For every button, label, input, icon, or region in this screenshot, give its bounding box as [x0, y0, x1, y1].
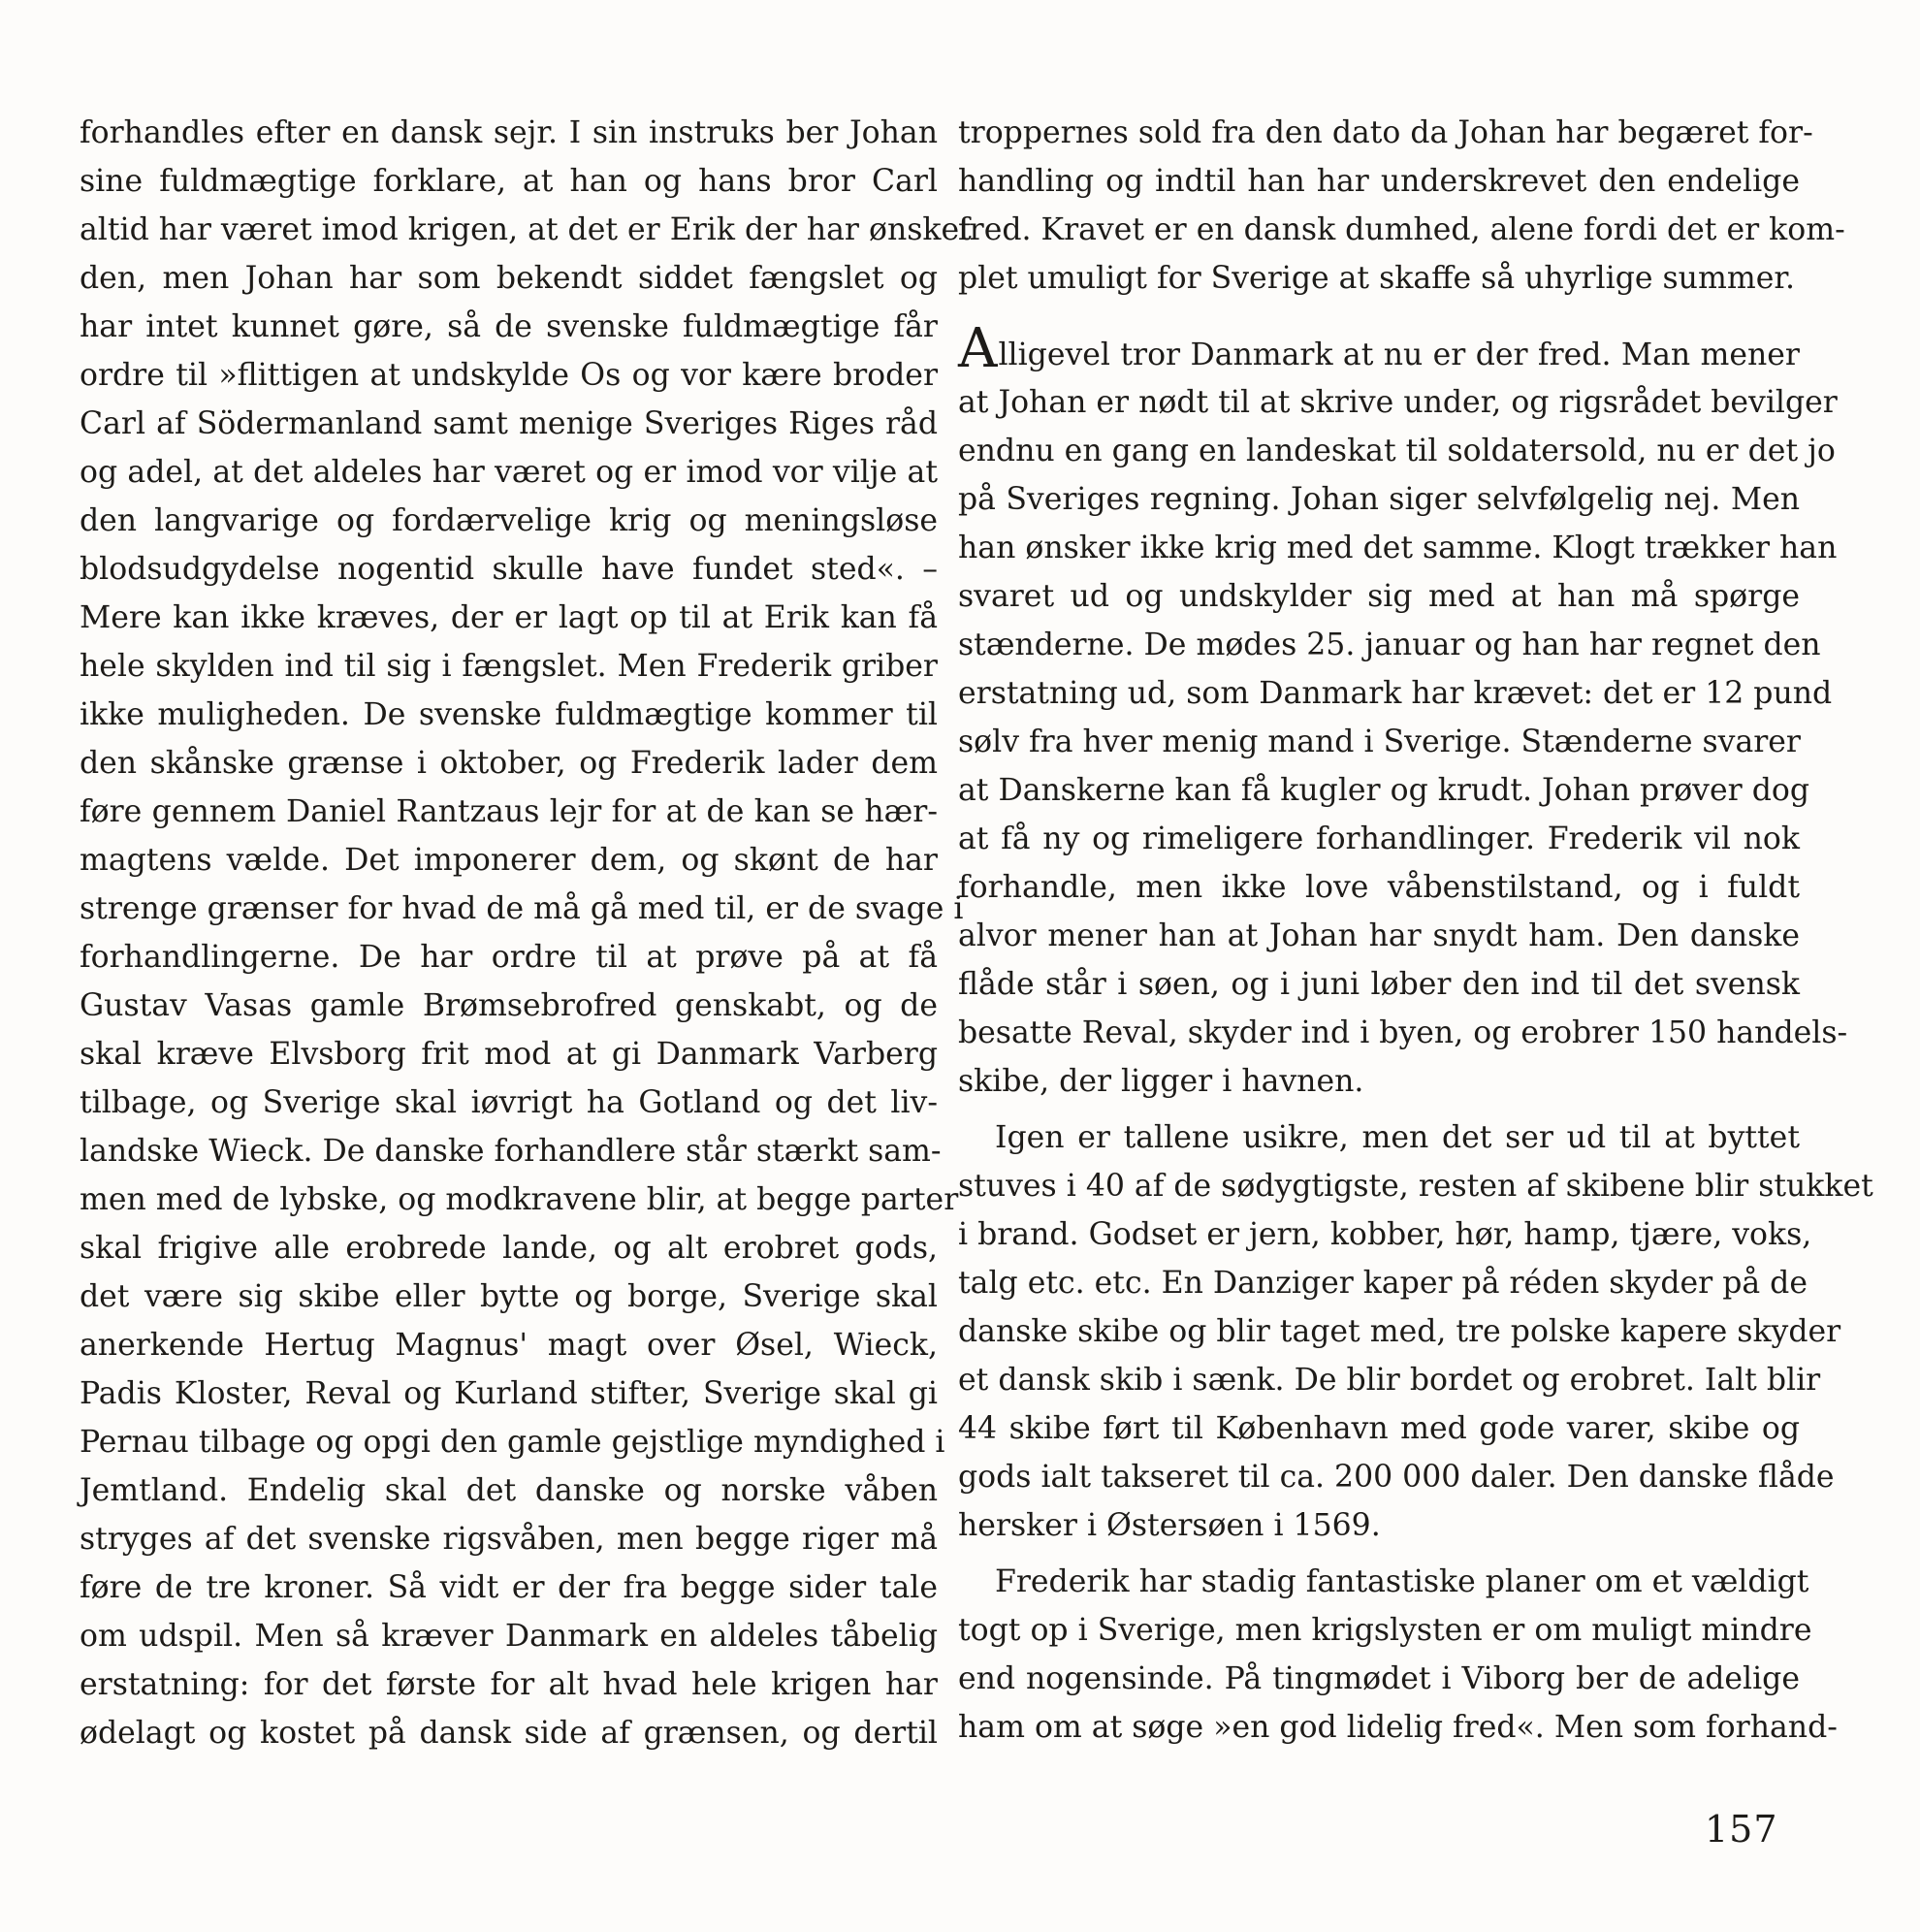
- text-line: stænderne. De mødes 25. januar og han har regnet den: [958, 628, 1821, 662]
- page-number: 157: [1705, 1808, 1778, 1851]
- text-line: den, men Johan har som bekendt siddet fængslet og: [80, 261, 938, 296]
- text-line: danske skibe og blir taget med, tre polske kapere skyder: [958, 1314, 1841, 1349]
- text-line: skal frigive alle erobrede lande, og alt erobret gods,: [80, 1231, 938, 1266]
- text-line: erstatning ud, som Danmark har krævet: det er 12 pund: [958, 676, 1833, 711]
- text-line: ikke muligheden. De svenske fuldmægtige kommer til: [80, 697, 938, 732]
- paragraph-break: [958, 1550, 1800, 1558]
- text-line: flåde står i søen, og i juni løber den ind til det svensk: [958, 967, 1800, 1002]
- text-line: forhandle, men ikke love våbenstilstand, og i fuldt: [958, 870, 1800, 905]
- text-line: forhandles efter en dansk sejr. I sin instruks ber Johan: [80, 115, 938, 150]
- text-line: men med de lybske, og modkravene blir, at begge parter: [80, 1182, 959, 1217]
- text-line: føre gennem Daniel Rantzaus lejr for at de kan se hær-: [80, 794, 938, 829]
- text-line: Padis Kloster, Reval og Kurland stifter, Sverige skal gi: [80, 1376, 938, 1411]
- text-line: tilbage, og Sverige skal iøvrigt ha Gotland og det liv-: [80, 1085, 938, 1120]
- text-line: Pernau tilbage og opgi den gamle gejstlige myndighed i: [80, 1425, 945, 1460]
- right-text-column: [958, 109, 1873, 1752]
- text-line: ordre til »flittigen at undskylde Os og vor kære broder: [80, 358, 938, 393]
- text-line: handling og indtil han har underskrevet den endelige: [958, 164, 1800, 199]
- section-break: [958, 303, 1800, 330]
- text-line: svaret ud og undskylder sig med at han må spørge: [958, 579, 1800, 614]
- text-line: om udspil. Men så kræver Danmark en aldeles tåbelig: [80, 1619, 938, 1654]
- text-line: altid har været imod krigen, at det er Erik der har ønsket: [80, 212, 972, 247]
- text-line: landske Wieck. De danske forhandlere står stærkt sam-: [80, 1134, 942, 1169]
- text-line: Jemtland. Endelig skal det danske og norske våben: [80, 1473, 938, 1508]
- text-line: ødelagt og kostet på dansk side af grænsen, og dertil: [80, 1716, 938, 1751]
- text-line: den skånske grænse i oktober, og Frederik lader dem: [80, 746, 938, 781]
- text-line: det være sig skibe eller bytte og borge, Sverige skal: [80, 1279, 938, 1314]
- text-line: hele skylden ind til sig i fængslet. Men Frederik griber: [80, 649, 938, 684]
- text-line: end nogensinde. På tingmødet i Viborg ber de adelige: [958, 1661, 1800, 1696]
- text-line: stuves i 40 af de sødygtigste, resten af skibene blir stukket: [958, 1169, 1873, 1204]
- text-line: Mere kan ikke kræves, der er lagt op til at Erik kan få: [80, 600, 938, 635]
- text-line: og adel, at det aldeles har været og er imod vor vilje at: [80, 455, 938, 490]
- text-line: besatte Reval, skyder ind i byen, og erobrer 150 handels-: [958, 1015, 1848, 1050]
- text-line: føre de tre kroner. Så vidt er der fra begge sider tale: [80, 1570, 938, 1605]
- text-line: troppernes sold fra den dato da Johan har begæret for-: [958, 115, 1813, 150]
- text-line: talg etc. etc. En Danziger kaper på réden skyder på de: [958, 1266, 1808, 1301]
- text-line: stryges af det svenske rigsvåben, men begge riger må: [80, 1522, 938, 1557]
- text-line: magtens vælde. Det imponerer dem, og skønt de har: [80, 843, 938, 878]
- text-line: gods ialt takseret til ca. 200 000 daler. Den danske flåde: [958, 1460, 1835, 1495]
- text-line: skal kræve Elvsborg frit mod at gi Danmark Varberg: [80, 1037, 938, 1072]
- text-line: et dansk skib i sænk. De blir bordet og erobret. Ialt blir: [958, 1363, 1821, 1398]
- text-line: strenge grænser for hvad de må gå med til, er de svage i: [80, 891, 964, 926]
- text-line: Frederik har stadig fantastiske planer om et vældigt: [995, 1564, 1809, 1599]
- text-line: anerkende Hertug Magnus' magt over Øsel, Wieck,: [80, 1328, 938, 1363]
- text-line: den langvarige og fordærvelige krig og meningsløse: [80, 503, 938, 538]
- text-line: Carl af Södermanland samt menige Sveriges Riges råd: [80, 406, 938, 441]
- text-line: fred. Kravet er en dansk dumhed, alene fordi det er kom-: [958, 212, 1845, 247]
- text-line: skibe, der ligger i havnen.: [958, 1064, 1364, 1099]
- text-line: han ønsker ikke krig med det samme. Klogt trækker han: [958, 531, 1838, 565]
- text-line-with-dropcap: [958, 317, 1800, 380]
- text-line: at Danskerne kan få kugler og krudt. Johan prøver dog: [958, 773, 1809, 808]
- drop-cap: A: [958, 317, 998, 380]
- text-line: endnu en gang en landeskat til soldatersold, nu er det jo: [958, 434, 1836, 468]
- paragraph-break: [958, 1106, 1800, 1113]
- text-line: på Sveriges regning. Johan siger selvfølgelig nej. Men: [958, 482, 1800, 517]
- text-line: hersker i Østersøen i 1569.: [958, 1508, 1381, 1543]
- text-line: plet umuligt for Sverige at skaffe så uhyrlige summer.: [958, 261, 1795, 296]
- text-line: at få ny og rimeligere forhandlinger. Frederik vil nok: [958, 821, 1800, 856]
- text-line: har intet kunnet gøre, så de svenske fuldmægtige får: [80, 309, 938, 344]
- text-line: alvor mener han at Johan har snydt ham. Den danske: [958, 918, 1800, 953]
- text-line: 44 skibe ført til København med gode varer, skibe og: [958, 1411, 1800, 1446]
- text-line: sølv fra hver menig mand i Sverige. Stænderne svarer: [958, 724, 1801, 759]
- text-line: erstatning: for det første for alt hvad hele krigen har: [80, 1667, 938, 1702]
- text-line: ham om at søge »en god lidelig fred«. Men som forhand-: [958, 1710, 1838, 1745]
- left-text-column: [80, 109, 972, 1757]
- text-line: togt op i Sverige, men krigslysten er om muligt mindre: [958, 1613, 1812, 1648]
- text-line: i brand. Godset er jern, kobber, hør, hamp, tjære, voks,: [958, 1217, 1812, 1252]
- text-line: sine fuldmægtige forklare, at han og hans bror Carl: [80, 164, 938, 199]
- text-line: blodsudgydelse nogentid skulle have fundet sted«. –: [80, 552, 938, 587]
- text-line: Gustav Vasas gamle Brømsebrofred genskabt, og de: [80, 988, 938, 1023]
- text-line: at Johan er nødt til at skrive under, og rigsrådet bevilger: [958, 385, 1838, 420]
- text-line: forhandlingerne. De har ordre til at prøve på at få: [80, 940, 938, 975]
- text-line: Igen er tallene usikre, men det ser ud til at byttet: [995, 1120, 1800, 1155]
- text-line: lligevel tror Danmark at nu er der fred. Man mener: [998, 338, 1800, 372]
